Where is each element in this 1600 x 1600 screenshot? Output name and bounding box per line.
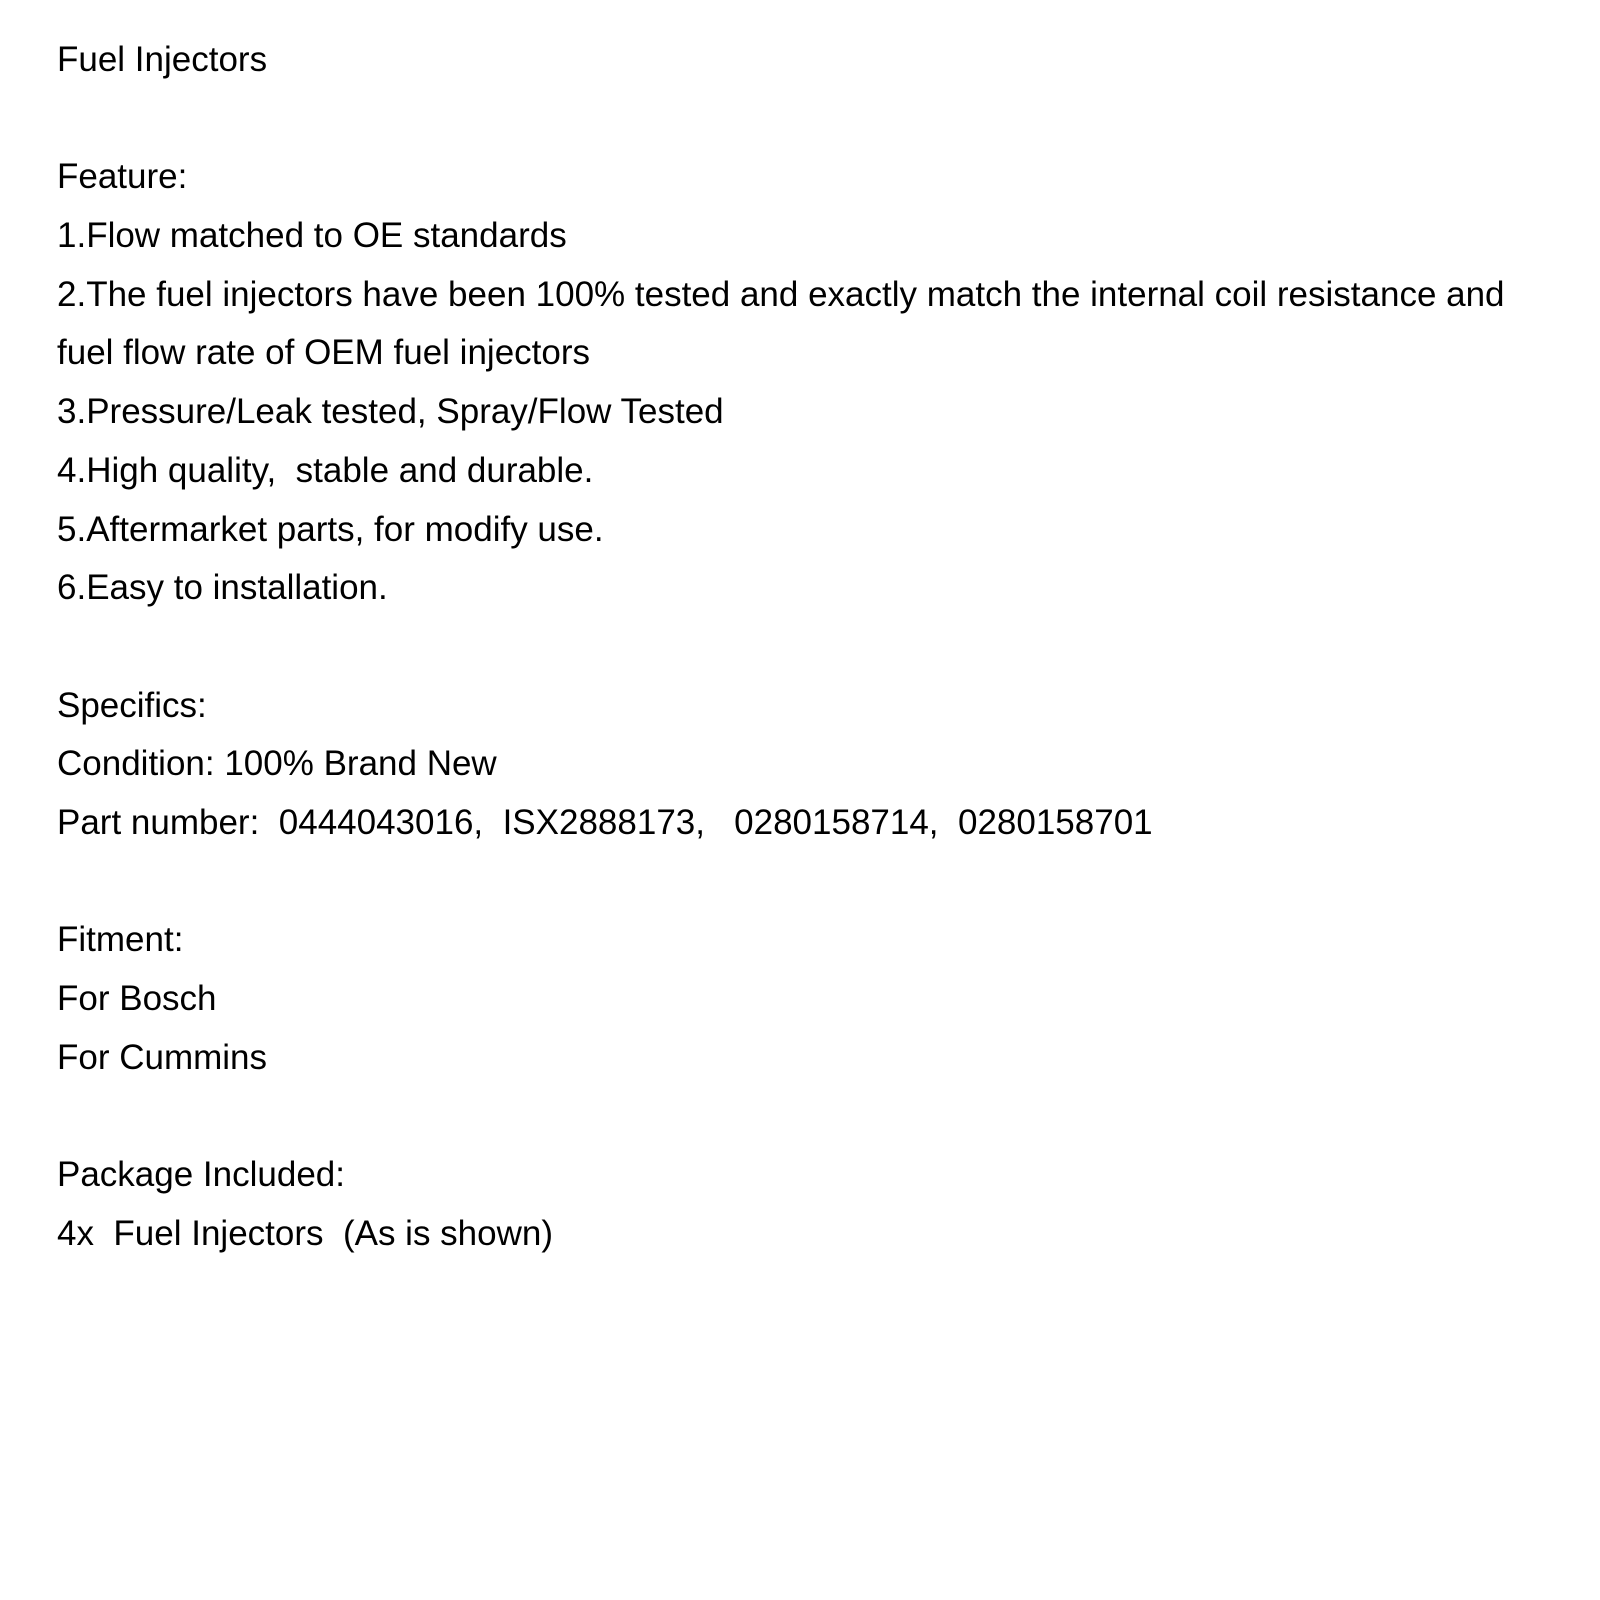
- fitment-heading: Fitment:: [57, 920, 184, 960]
- package-contents-line: 4x Fuel Injectors (As is shown): [57, 1213, 553, 1253]
- blank-line: [57, 618, 1560, 677]
- fitment-item-cummins: For Cummins: [57, 1037, 268, 1077]
- blank-line: [57, 90, 1560, 149]
- feature-item-3: 3.Pressure/Leak tested, Spray/Flow Tested: [57, 392, 724, 432]
- part-number-line: Part number: 0444043016, ISX2888173, 0280158714, 0280158701: [57, 802, 1153, 842]
- feature-item-1: 1.Flow matched to OE standards: [57, 216, 567, 256]
- page-title: Fuel Injectors: [57, 40, 268, 79]
- feature-item-5: 5.Aftermarket parts, for modify use.: [57, 509, 604, 549]
- blank-line: [57, 1087, 1560, 1146]
- feature-heading: Feature:: [57, 157, 188, 197]
- blank-line: [57, 853, 1560, 912]
- specifics-heading: Specifics:: [57, 685, 207, 725]
- feature-item-2: 2.The fuel injectors have been 100% tested and exactly match the internal coil resistance and: [57, 274, 1505, 314]
- fitment-item-bosch: For Bosch: [57, 979, 217, 1018]
- feature-item-6: 6.Easy to installation.: [57, 568, 388, 608]
- feature-item-2-continued: fuel flow rate of OEM fuel injectors: [57, 333, 590, 373]
- feature-item-4: 4.High quality, stable and durable.: [57, 450, 594, 490]
- package-included-heading: Package Included:: [57, 1155, 345, 1195]
- condition-line: Condition: 100% Brand New: [57, 744, 497, 784]
